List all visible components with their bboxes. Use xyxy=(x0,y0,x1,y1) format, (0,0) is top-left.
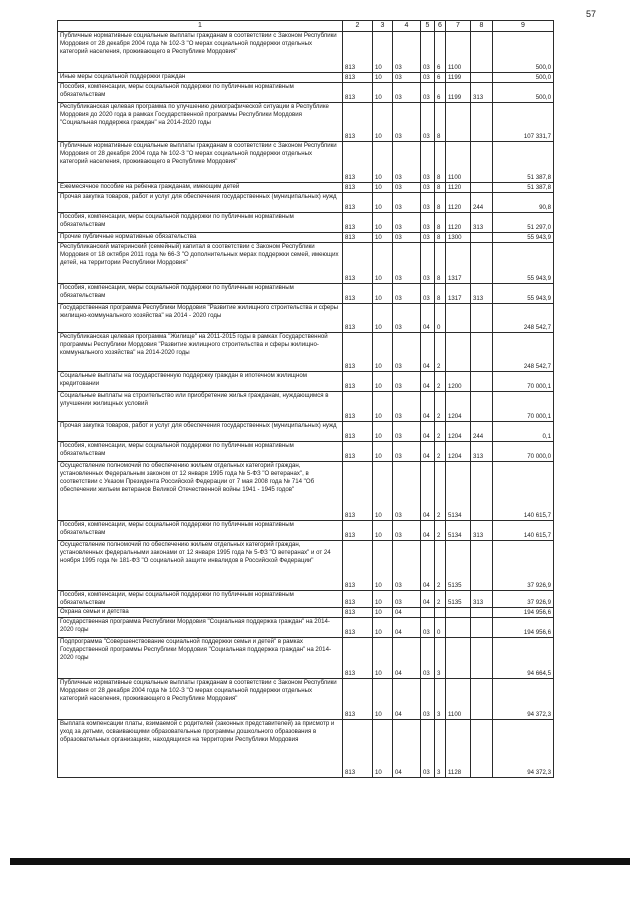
table-row xyxy=(58,233,554,243)
code-cell: 03 xyxy=(421,103,435,142)
table-row xyxy=(58,73,554,83)
code-cell: 03 xyxy=(421,213,435,233)
code-cell: 55 943,9 xyxy=(493,284,554,304)
code-cell: 8 xyxy=(435,233,446,243)
code-cell: 10 xyxy=(373,243,393,284)
column-header: 8 xyxy=(471,21,493,32)
table-body xyxy=(58,21,554,778)
code-cell: 5134 xyxy=(446,521,471,541)
column-header: 7 xyxy=(446,21,471,32)
code-cell: 70 000,0 xyxy=(493,442,554,462)
code-cell: 03 xyxy=(393,591,421,608)
code-cell: 0 xyxy=(435,618,446,638)
code-cell: 813 xyxy=(343,32,373,73)
table-row xyxy=(58,591,554,608)
table-row xyxy=(58,608,554,618)
code-cell: 6 xyxy=(435,73,446,83)
table-row xyxy=(58,392,554,422)
code-cell: 04 xyxy=(393,638,421,679)
code-cell: 10 xyxy=(373,442,393,462)
scan-bottom-bar xyxy=(10,858,630,865)
code-cell: 813 xyxy=(343,638,373,679)
row-name-cell: Прочая закупка товаров, работ и услуг для обеспечения государственных (муниципальных) нужд xyxy=(58,193,343,213)
code-cell: 244 xyxy=(471,193,493,213)
code-cell: 04 xyxy=(421,304,435,333)
code-cell: 8 xyxy=(435,193,446,213)
row-name-cell: Государственная программа Республики Мордовия "Развитие жилищного строительства и сферы жилищно-коммунального хозяйства" на 2014 - 2020 годы xyxy=(58,304,343,333)
code-cell: 03 xyxy=(393,193,421,213)
code-cell: 1100 xyxy=(446,142,471,183)
code-cell: 1317 xyxy=(446,284,471,304)
code-cell: 1204 xyxy=(446,392,471,422)
table-row xyxy=(58,541,554,591)
code-cell xyxy=(446,618,471,638)
table-row xyxy=(58,304,554,333)
code-cell: 2 xyxy=(435,372,446,392)
code-cell: 03 xyxy=(393,521,421,541)
code-cell: 2 xyxy=(435,462,446,521)
code-cell xyxy=(446,304,471,333)
code-cell: 813 xyxy=(343,618,373,638)
table-row xyxy=(58,213,554,233)
code-cell xyxy=(471,304,493,333)
code-cell: 813 xyxy=(343,541,373,591)
code-cell: 2 xyxy=(435,541,446,591)
code-cell: 500,0 xyxy=(493,83,554,103)
code-cell: 8 xyxy=(435,284,446,304)
column-header: 6 xyxy=(435,21,446,32)
code-cell: 813 xyxy=(343,233,373,243)
code-cell: 10 xyxy=(373,591,393,608)
code-cell: 813 xyxy=(343,521,373,541)
code-cell: 813 xyxy=(343,392,373,422)
code-cell: 8 xyxy=(435,213,446,233)
code-cell xyxy=(471,679,493,720)
row-name-cell: Республиканский материнский (семейный) капитал в соответствии с Законом Республики Мордовия от 18 октября 2011 года № 66-З "О дополнительных мерах поддержки семей, имеющих детей, на территории Республики Мордовия" xyxy=(58,243,343,284)
code-cell: 94 372,3 xyxy=(493,679,554,720)
column-header: 2 xyxy=(343,21,373,32)
code-cell: 813 xyxy=(343,720,373,778)
page-number: 57 xyxy=(586,9,597,19)
code-cell: 813 xyxy=(343,442,373,462)
code-cell: 8 xyxy=(435,142,446,183)
code-cell: 03 xyxy=(421,183,435,193)
code-cell: 813 xyxy=(343,193,373,213)
code-cell: 03 xyxy=(421,720,435,778)
code-cell: 04 xyxy=(393,720,421,778)
table-row xyxy=(58,372,554,392)
code-cell: 10 xyxy=(373,213,393,233)
code-cell: 313 xyxy=(471,213,493,233)
code-cell: 51 297,0 xyxy=(493,213,554,233)
code-cell: 1204 xyxy=(446,442,471,462)
code-cell xyxy=(471,243,493,284)
code-cell: 1300 xyxy=(446,233,471,243)
code-cell: 55 943,9 xyxy=(493,233,554,243)
code-cell: 313 xyxy=(471,591,493,608)
code-cell: 10 xyxy=(373,103,393,142)
code-cell: 03 xyxy=(393,103,421,142)
code-cell xyxy=(471,618,493,638)
table-row xyxy=(58,193,554,213)
code-cell xyxy=(471,142,493,183)
code-cell: 37 926,9 xyxy=(493,591,554,608)
code-cell: 0,1 xyxy=(493,422,554,442)
table-row xyxy=(58,83,554,103)
code-cell xyxy=(446,333,471,372)
row-name-cell: Осуществление полномочий по обеспечению жильем отдельных категорий граждан, установленных федеральными законами от 12 января 1995 года № 5-ФЗ "О ветеранах" и от 24 ноября 1995 года № 181-ФЗ "О социальной защите инвалидов в Российской Федерации" xyxy=(58,541,343,591)
code-cell: 313 xyxy=(471,442,493,462)
code-cell: 1100 xyxy=(446,32,471,73)
code-cell: 1120 xyxy=(446,193,471,213)
code-cell: 03 xyxy=(393,183,421,193)
code-cell: 3 xyxy=(435,638,446,679)
row-name-cell: Публичные нормативные социальные выплаты гражданам в соответствии с Законом Республики Мордовия от 28 декабря 2004 года № 102-З "О мерах социальной поддержки отдельных категорий населения, проживающего в Республике Мордовия" xyxy=(58,679,343,720)
code-cell: 10 xyxy=(373,83,393,103)
code-cell xyxy=(471,392,493,422)
code-cell: 107 331,7 xyxy=(493,103,554,142)
code-cell: 03 xyxy=(393,83,421,103)
code-cell: 1199 xyxy=(446,83,471,103)
code-cell: 10 xyxy=(373,142,393,183)
row-name-cell: Социальные выплаты на строительство или приобретение жилья гражданам, нуждающимся в улучшении жилищных условий xyxy=(58,392,343,422)
code-cell: 813 xyxy=(343,372,373,392)
table-header-row xyxy=(58,21,554,32)
code-cell: 10 xyxy=(373,183,393,193)
code-cell: 03 xyxy=(393,243,421,284)
row-name-cell: Государственная программа Республики Мордовия "Социальная поддержка граждан" на 2014-2020 годы xyxy=(58,618,343,638)
budget-table xyxy=(57,20,554,778)
code-cell: 55 943,9 xyxy=(493,243,554,284)
table-row xyxy=(58,333,554,372)
code-cell: 03 xyxy=(421,233,435,243)
code-cell: 03 xyxy=(393,142,421,183)
row-name-cell: Публичные нормативные социальные выплаты гражданам в соответствии с Законом Республики Мордовия от 28 декабря 2004 года № 102-З "О мерах социальной поддержки отдельных категорий населения, проживающего в Республике Мордовия" xyxy=(58,32,343,73)
row-name-cell: Прочая закупка товаров, работ и услуг для обеспечения государственных (муниципальных) нужд xyxy=(58,422,343,442)
code-cell: 04 xyxy=(393,608,421,618)
table-row xyxy=(58,422,554,442)
code-cell: 8 xyxy=(435,103,446,142)
code-cell: 04 xyxy=(393,618,421,638)
code-cell: 04 xyxy=(421,442,435,462)
code-cell: 1120 xyxy=(446,213,471,233)
code-cell: 10 xyxy=(373,638,393,679)
code-cell: 03 xyxy=(421,73,435,83)
code-cell: 2 xyxy=(435,422,446,442)
code-cell: 813 xyxy=(343,679,373,720)
code-cell: 70 000,1 xyxy=(493,372,554,392)
code-cell: 6 xyxy=(435,32,446,73)
code-cell: 04 xyxy=(421,541,435,591)
code-cell: 10 xyxy=(373,304,393,333)
code-cell: 10 xyxy=(373,422,393,442)
row-name-cell: Пособия, компенсации, меры социальной поддержки по публичным нормативным обязательствам xyxy=(58,521,343,541)
code-cell xyxy=(471,372,493,392)
code-cell: 90,8 xyxy=(493,193,554,213)
row-name-cell: Пособия, компенсации, меры социальной поддержки по публичным нормативным обязательствам xyxy=(58,442,343,462)
code-cell: 813 xyxy=(343,73,373,83)
code-cell: 04 xyxy=(421,392,435,422)
code-cell: 04 xyxy=(421,333,435,372)
code-cell: 10 xyxy=(373,720,393,778)
code-cell xyxy=(446,608,471,618)
code-cell: 04 xyxy=(393,679,421,720)
code-cell: 10 xyxy=(373,233,393,243)
code-cell: 03 xyxy=(421,638,435,679)
code-cell: 10 xyxy=(373,73,393,83)
code-cell: 03 xyxy=(421,618,435,638)
code-cell: 2 xyxy=(435,521,446,541)
code-cell: 10 xyxy=(373,284,393,304)
column-header: 4 xyxy=(393,21,421,32)
code-cell: 813 xyxy=(343,243,373,284)
code-cell: 04 xyxy=(421,521,435,541)
code-cell: 03 xyxy=(421,32,435,73)
row-name-cell: Пособия, компенсации, меры социальной поддержки по публичным нормативным обязательствам xyxy=(58,591,343,608)
table-row xyxy=(58,442,554,462)
code-cell: 248 542,7 xyxy=(493,304,554,333)
code-cell: 10 xyxy=(373,193,393,213)
row-name-cell: Подпрограмма "Совершенствование социальной поддержки семьи и детей" в рамках Государственной программы Республики Мордовия "Социальная поддержка граждан" на 2014-2020 годы xyxy=(58,638,343,679)
code-cell: 10 xyxy=(373,392,393,422)
code-cell: 10 xyxy=(373,333,393,372)
code-cell: 94 664,5 xyxy=(493,638,554,679)
code-cell: 194 956,6 xyxy=(493,618,554,638)
code-cell: 248 542,7 xyxy=(493,333,554,372)
code-cell: 1200 xyxy=(446,372,471,392)
code-cell: 03 xyxy=(393,541,421,591)
row-name-cell: Социальные выплаты на государственную поддержку граждан в ипотечном жилищном кредитовании xyxy=(58,372,343,392)
code-cell: 313 xyxy=(471,83,493,103)
code-cell: 04 xyxy=(421,422,435,442)
code-cell: 0 xyxy=(435,304,446,333)
code-cell: 03 xyxy=(421,193,435,213)
code-cell: 03 xyxy=(393,333,421,372)
code-cell: 10 xyxy=(373,618,393,638)
code-cell: 03 xyxy=(393,304,421,333)
code-cell: 1120 xyxy=(446,183,471,193)
code-cell: 2 xyxy=(435,392,446,422)
code-cell: 03 xyxy=(393,284,421,304)
code-cell: 2 xyxy=(435,442,446,462)
table-row xyxy=(58,638,554,679)
code-cell: 813 xyxy=(343,608,373,618)
row-name-cell: Прочие публичные нормативные обязательства xyxy=(58,233,343,243)
code-cell: 04 xyxy=(421,372,435,392)
code-cell: 1199 xyxy=(446,73,471,83)
row-name-cell: Пособия, компенсации, меры социальной поддержки по публичным нормативным обязательствам xyxy=(58,213,343,233)
row-name-cell: Республиканская целевая программа "Жилище" на 2011-2015 годы в рамках Государственной программы Республики Мордовия "Развитие жилищного строительства и сферы жилищно-коммунального хозяйства" на 2014-2020 годы xyxy=(58,333,343,372)
table-row xyxy=(58,32,554,73)
code-cell: 1128 xyxy=(446,720,471,778)
table-row xyxy=(58,284,554,304)
code-cell: 03 xyxy=(393,372,421,392)
code-cell: 813 xyxy=(343,591,373,608)
code-cell: 10 xyxy=(373,521,393,541)
code-cell xyxy=(471,541,493,591)
code-cell: 8 xyxy=(435,243,446,284)
code-cell: 6 xyxy=(435,83,446,103)
code-cell xyxy=(446,638,471,679)
row-name-cell: Пособия, компенсации, меры социальной поддержки по публичным нормативным обязательствам xyxy=(58,83,343,103)
code-cell: 10 xyxy=(373,32,393,73)
code-cell xyxy=(471,183,493,193)
table-row xyxy=(58,720,554,778)
code-cell: 813 xyxy=(343,213,373,233)
code-cell xyxy=(471,233,493,243)
table-row xyxy=(58,142,554,183)
code-cell xyxy=(471,462,493,521)
code-cell: 813 xyxy=(343,183,373,193)
code-cell: 813 xyxy=(343,462,373,521)
code-cell: 2 xyxy=(435,333,446,372)
row-name-cell: Иные меры социальной поддержки граждан xyxy=(58,73,343,83)
code-cell: 03 xyxy=(421,679,435,720)
code-cell: 813 xyxy=(343,103,373,142)
code-cell: 3 xyxy=(435,720,446,778)
row-name-cell: Выплата компенсации платы, взимаемой с родителей (законных представителей) за присмотр и уход за детьми, осваивающими образовательные программы дошкольного образования в образовательных организациях, находящихся на территории Республики Мордовия xyxy=(58,720,343,778)
code-cell xyxy=(421,608,435,618)
code-cell xyxy=(471,638,493,679)
code-cell: 8 xyxy=(435,183,446,193)
code-cell: 813 xyxy=(343,284,373,304)
code-cell: 10 xyxy=(373,541,393,591)
code-cell: 03 xyxy=(393,422,421,442)
code-cell: 03 xyxy=(393,442,421,462)
table-row xyxy=(58,183,554,193)
code-cell: 500,0 xyxy=(493,73,554,83)
row-name-cell: Республиканская целевая программа по улучшению демографической ситуации в Республике Мордовия до 2020 года в рамках Государственной программы Республики Мордовия "Социальная поддержка граждан" на 2014-2020 годы xyxy=(58,103,343,142)
code-cell: 03 xyxy=(393,462,421,521)
row-name-cell: Ежемесячное пособие на ребенка гражданам, имеющим детей xyxy=(58,183,343,193)
code-cell: 03 xyxy=(421,83,435,103)
code-cell: 313 xyxy=(471,521,493,541)
code-cell: 10 xyxy=(373,372,393,392)
code-cell: 03 xyxy=(421,243,435,284)
code-cell: 03 xyxy=(393,73,421,83)
code-cell: 140 615,7 xyxy=(493,521,554,541)
code-cell: 194 956,6 xyxy=(493,608,554,618)
row-name-cell: Публичные нормативные социальные выплаты гражданам в соответствии с Законом Республики Мордовия от 28 декабря 2004 года № 102-З "О мерах социальной поддержки отдельных категорий населения, проживающего в Республике Мордовия" xyxy=(58,142,343,183)
row-name-cell: Пособия, компенсации, меры социальной поддержки по публичным нормативным обязательствам xyxy=(58,284,343,304)
code-cell: 51 387,8 xyxy=(493,142,554,183)
table-row xyxy=(58,521,554,541)
code-cell: 140 615,7 xyxy=(493,462,554,521)
code-cell: 813 xyxy=(343,304,373,333)
code-cell xyxy=(471,73,493,83)
column-header: 1 xyxy=(58,21,343,32)
code-cell: 10 xyxy=(373,462,393,521)
code-cell: 813 xyxy=(343,83,373,103)
code-cell: 04 xyxy=(421,591,435,608)
code-cell: 313 xyxy=(471,284,493,304)
code-cell: 2 xyxy=(435,591,446,608)
code-cell: 51 387,8 xyxy=(493,183,554,193)
code-cell xyxy=(471,608,493,618)
table-row xyxy=(58,103,554,142)
code-cell: 5134 xyxy=(446,462,471,521)
code-cell: 500,0 xyxy=(493,32,554,73)
code-cell: 04 xyxy=(421,462,435,521)
code-cell: 10 xyxy=(373,608,393,618)
code-cell: 813 xyxy=(343,422,373,442)
table-row xyxy=(58,679,554,720)
code-cell: 1100 xyxy=(446,679,471,720)
row-name-cell: Охрана семьи и детства xyxy=(58,608,343,618)
code-cell: 1317 xyxy=(446,243,471,284)
code-cell: 244 xyxy=(471,422,493,442)
code-cell: 03 xyxy=(393,233,421,243)
code-cell: 94 372,3 xyxy=(493,720,554,778)
code-cell xyxy=(471,103,493,142)
code-cell: 813 xyxy=(343,142,373,183)
code-cell: 70 000,1 xyxy=(493,392,554,422)
code-cell: 5135 xyxy=(446,591,471,608)
code-cell: 03 xyxy=(421,142,435,183)
code-cell: 03 xyxy=(393,213,421,233)
code-cell: 03 xyxy=(393,32,421,73)
code-cell: 03 xyxy=(421,284,435,304)
code-cell xyxy=(435,608,446,618)
code-cell: 03 xyxy=(393,392,421,422)
column-header: 3 xyxy=(373,21,393,32)
code-cell xyxy=(471,333,493,372)
code-cell xyxy=(446,103,471,142)
code-cell: 5135 xyxy=(446,541,471,591)
code-cell: 813 xyxy=(343,333,373,372)
table-row xyxy=(58,462,554,521)
code-cell xyxy=(471,720,493,778)
table-row xyxy=(58,243,554,284)
column-header: 5 xyxy=(421,21,435,32)
code-cell: 3 xyxy=(435,679,446,720)
code-cell: 10 xyxy=(373,679,393,720)
code-cell xyxy=(471,32,493,73)
row-name-cell: Осуществление полномочий по обеспечению жильем отдельных категорий граждан, установленных Федеральным законом от 12 января 1995 года № 5-ФЗ "О ветеранах", в соответствии с Указом Президента Российской Федерации от 7 мая 2008 года № 714 "Об обеспечении жильем ветеранов Великой Отечественной войны 1941 - 1945 годов" xyxy=(58,462,343,521)
code-cell: 37 926,9 xyxy=(493,541,554,591)
code-cell: 1204 xyxy=(446,422,471,442)
column-header: 9 xyxy=(493,21,554,32)
table-row xyxy=(58,618,554,638)
